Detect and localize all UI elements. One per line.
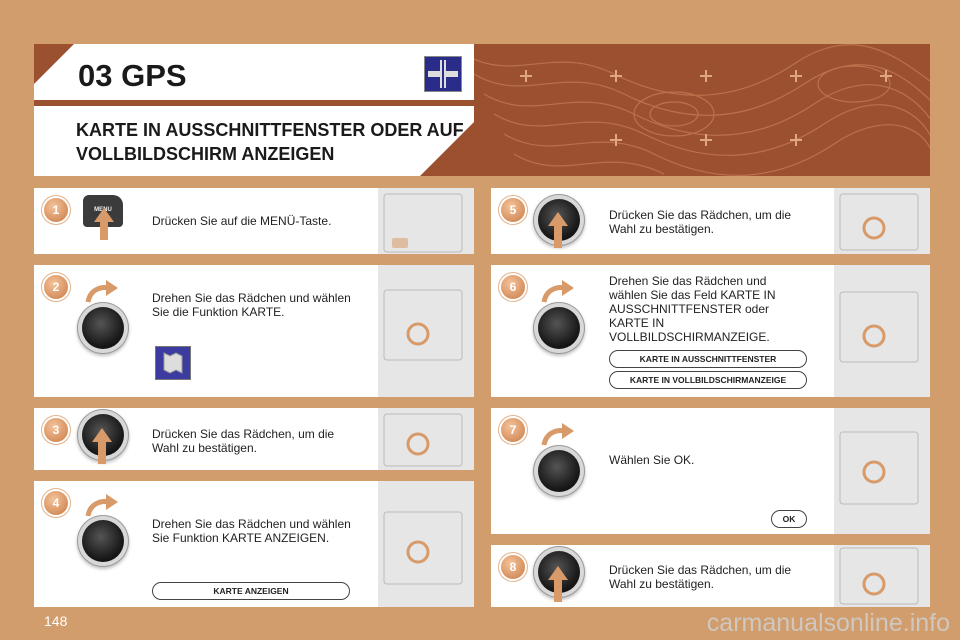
press-arrow-icon — [548, 212, 568, 226]
step-number: 5 — [501, 198, 525, 222]
step-text: Drücken Sie das Rädchen, um die Wahl zu bestätigen. — [609, 208, 792, 236]
step-number: 8 — [501, 555, 525, 579]
rotate-arrow-icon — [540, 423, 576, 447]
press-arrow-icon — [92, 428, 112, 442]
press-arrow-icon — [548, 566, 568, 580]
press-arrow-icon — [94, 208, 114, 222]
radio-panel-thumbnail — [834, 408, 930, 534]
radio-panel-thumbnail — [834, 188, 930, 254]
map-icon — [155, 346, 191, 380]
option-karte-ausschnittfenster[interactable]: KARTE IN AUSSCHNITTFENSTER — [609, 350, 807, 368]
radio-panel-thumbnail — [834, 265, 930, 397]
option-karte-anzeigen[interactable]: KARTE ANZEIGEN — [152, 582, 350, 600]
step-number: 7 — [501, 418, 525, 442]
page-title: 03 GPS — [78, 58, 187, 93]
option-ok[interactable]: OK — [771, 510, 807, 528]
step-text: Drehen Sie das Rädchen und wählen Sie das Feld KARTE IN AUSSCHNITTFENSTER oder KARTE IN VOLLBILDSCHIRMANZEIGE. — [609, 274, 776, 344]
step-number: 6 — [501, 275, 525, 299]
step-text: Drehen Sie das Rädchen und wählen Sie die Funktion KARTE. — [152, 291, 351, 319]
step-text: Drücken Sie auf die MENÜ-Taste. — [152, 214, 332, 228]
watermark: carmanualsonline.info — [706, 609, 950, 637]
rotary-knob[interactable] — [538, 450, 580, 492]
radio-panel-thumbnail — [834, 545, 930, 607]
radio-panel-thumbnail — [378, 481, 474, 607]
step-text: Drehen Sie das Rädchen und wählen Sie Funktion KARTE ANZEIGEN. — [152, 517, 351, 545]
rotate-arrow-icon — [84, 494, 120, 518]
option-karte-vollbildschirm[interactable]: KARTE IN VOLLBILDSCHIRMANZEIGE — [609, 371, 807, 389]
page-number: 148 — [44, 613, 68, 629]
radio-panel-thumbnail — [378, 265, 474, 397]
rotate-arrow-icon — [540, 280, 576, 304]
step-number: 4 — [44, 491, 68, 515]
gps-crossroads-icon — [424, 56, 462, 92]
step-number: 1 — [44, 198, 68, 222]
radio-panel-thumbnail — [378, 408, 474, 470]
step-number: 3 — [44, 418, 68, 442]
rotate-arrow-icon — [84, 280, 120, 304]
rotary-knob[interactable] — [538, 307, 580, 349]
rotary-knob[interactable] — [82, 520, 124, 562]
menu-button[interactable]: MENU — [83, 195, 123, 227]
step-number: 2 — [44, 275, 68, 299]
section-subtitle: KARTE IN AUSSCHNITTFENSTER ODER AUF VOLLBILDSCHIRM ANZEIGEN — [76, 120, 464, 164]
step-text: Drücken Sie das Rädchen, um die Wahl zu bestätigen. — [152, 427, 335, 455]
step-text: Drücken Sie das Rädchen, um die Wahl zu bestätigen. — [609, 563, 792, 591]
step-text: Wählen Sie OK. — [609, 453, 695, 467]
radio-panel-thumbnail — [378, 188, 474, 254]
rotary-knob[interactable] — [82, 307, 124, 349]
